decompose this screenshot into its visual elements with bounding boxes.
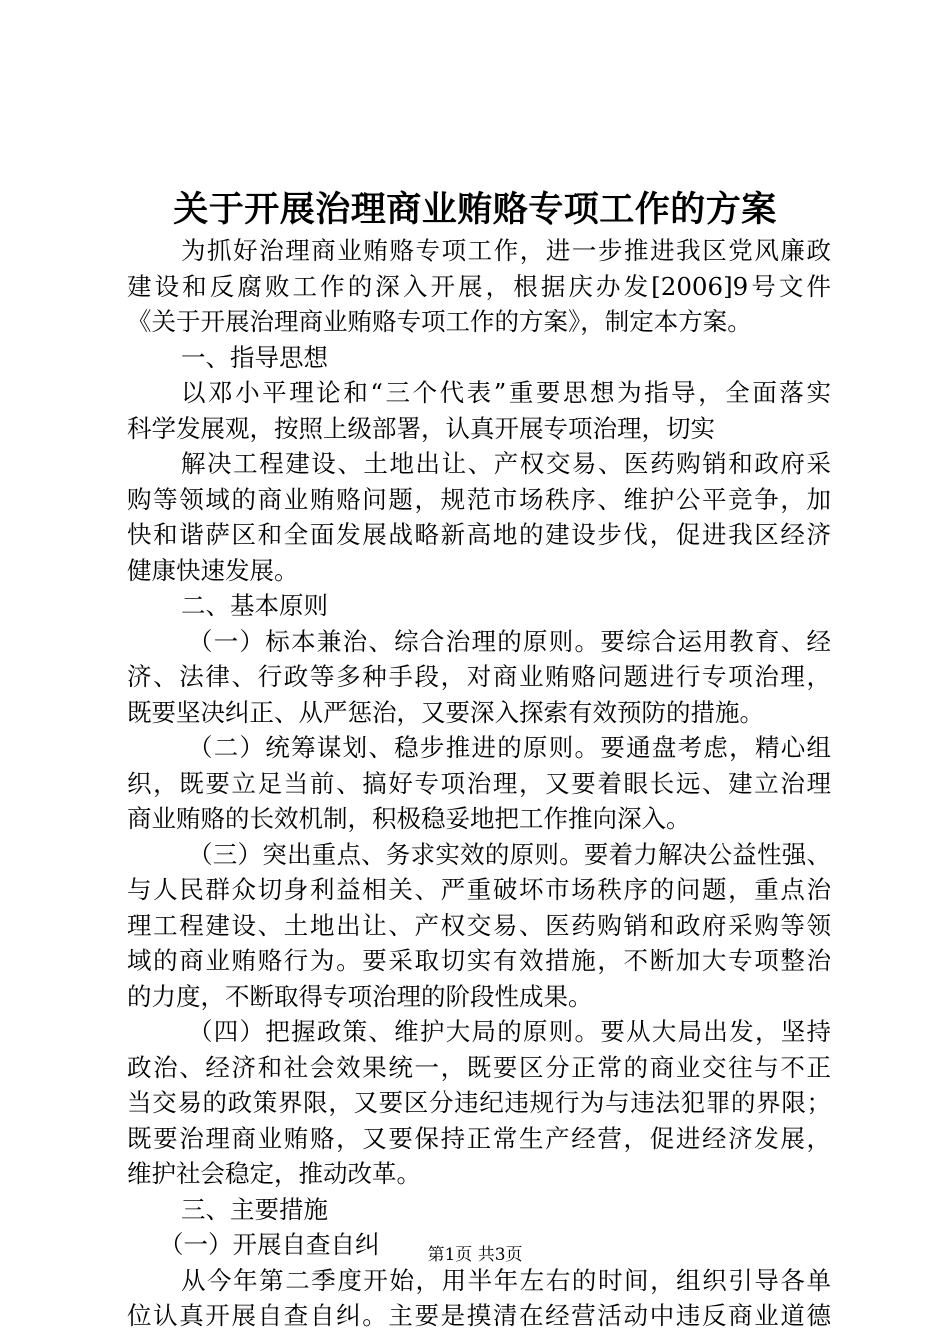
- section-heading: 三、主要措施: [181, 1194, 328, 1224]
- body-line: 商业贿赂的长效机制，积极稳妥地把工作推向深入。: [127, 804, 691, 833]
- body-line: 解决工程建设、土地出让、产权交易、医药购销和政府采: [181, 449, 831, 478]
- body-line: 域的商业贿赂行为。要采取切实有效措施，不断加大专项整治: [127, 946, 831, 975]
- section-heading: 二、基本原则: [181, 591, 328, 620]
- body-line: 以邓小平理论和“三个代表”重要思想为指导，全面落实: [181, 378, 831, 407]
- body-line: （二）统筹谋划、稳步推进的原则。要通盘考虑，精心组: [188, 733, 831, 762]
- body-line: （一）标本兼治、综合治理的原则。要综合运用教育、经: [188, 626, 831, 656]
- body-line: 科学发展观，按照上级部署，认真开展专项治理，切实: [127, 413, 715, 443]
- body-line: 健康快速发展。: [127, 555, 299, 585]
- body-line: （四）把握政策、维护大局的原则。要从大局出发，坚持: [188, 1017, 831, 1046]
- body-line: 建设和反腐败工作的深入开展，根据庆办发[2006]9号文件: [127, 271, 831, 301]
- body-line: 与人民群众切身利益相关、严重破坏市场秩序的问题，重点治: [127, 875, 831, 904]
- body-line: 织，既要立足当前、搞好专项治理，又要着眼长远、建立治理: [127, 768, 831, 798]
- subsection-heading: （一）开展自查自纠: [159, 1230, 380, 1259]
- body-line: 维护社会稳定，推动改革。: [127, 1159, 421, 1188]
- body-line: 当交易的政策界限，又要区分违纪违规行为与违法犯罪的界限；: [127, 1088, 831, 1117]
- body-line: 位认真开展自查自纠。主要是摸清在经营活动中违反商业道德: [127, 1301, 831, 1330]
- document-title: 关于开展治理商业贿赂专项工作的方案: [173, 189, 777, 230]
- body-line: 《关于开展治理商业贿赂专项工作的方案》，制定本方案。: [127, 307, 752, 336]
- body-line: 从今年第二季度开始，用半年左右的时间，组织引导各单: [181, 1265, 831, 1295]
- document-body: [127, 233, 831, 1334]
- body-line: 为抓好治理商业贿赂专项工作，进一步推进我区党风廉政: [181, 236, 831, 265]
- body-line: 政治、经济和社会效果统一，既要区分正常的商业交往与不正: [127, 1052, 831, 1082]
- body-line: 既要坚决纠正、从严惩治，又要深入探索有效预防的措施。: [127, 697, 764, 727]
- body-line: 购等领域的商业贿赂问题，规范市场秩序、维护公平竞争，加: [127, 484, 831, 514]
- section-heading: 一、指导思想: [181, 342, 328, 372]
- body-line: （三）突出重点、务求实效的原则。要着力解决公益性强、: [188, 839, 831, 869]
- body-line: 快和谐萨区和全面发展战略新高地的建设步伐，促进我区经济: [127, 520, 831, 549]
- body-line: 既要治理商业贿赂，又要保持正常生产经营，促进经济发展，: [127, 1123, 831, 1153]
- body-line: 的力度，不断取得专项治理的阶段性成果。: [127, 981, 593, 1011]
- body-line: 理工程建设、土地出让、产权交易、医药购销和政府采购等领: [127, 910, 831, 940]
- body-line: 济、法律、行政等多种手段，对商业贿赂问题进行专项治理，: [127, 662, 831, 691]
- page-footer: 第1页 共3页: [427, 1245, 523, 1265]
